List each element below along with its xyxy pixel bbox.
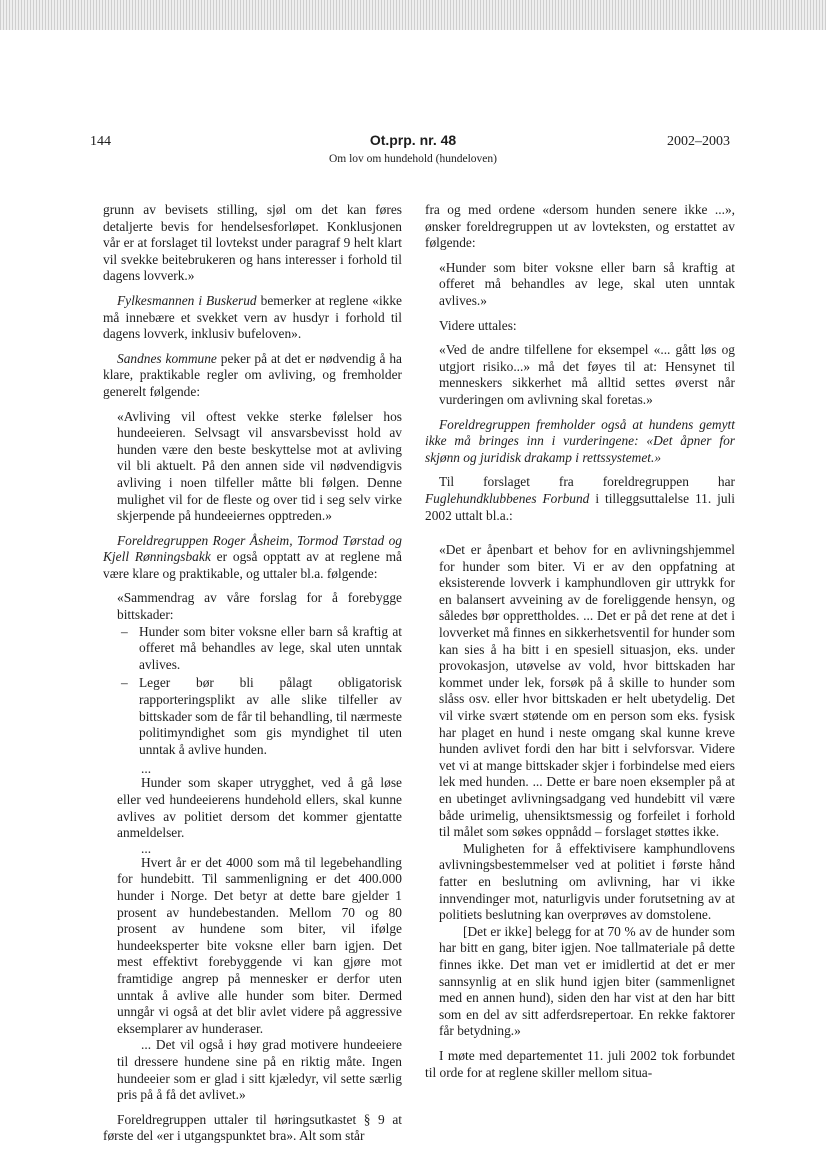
left-para-final: Foreldregruppen uttaler til høringsutkastet § 9 at første del «er i utgangspunktet bra». Alt som står — [103, 1111, 402, 1144]
quote-other-cases: «Ved de andre tilfellene for eksempel «... gått løs og utgjort risiko...» må det føyes til at: Hensynet til menneskers sikkerhet må alltid settes øverst når vurderingen om avlivning skal foretas.» — [439, 342, 735, 407]
list-item: – Leger bør bli pålagt obligatorisk rapporteringsplikt av alle slike tilfeller av bittskader som de får til behandling, til nærmeste politimyndighet som gis myndighet til uten unntak å avlive hunden. — [117, 675, 402, 758]
scan-artifact-band — [0, 0, 826, 30]
ellipsis: ... — [141, 840, 152, 856]
para-text: i tilleggsuttalelse 11. juli 2002 uttalt bl.a.: — [425, 490, 735, 523]
para-text: peker på at det er nødvendig å ha klare, praktikable regler om avliving, og fremholder generelt følgende: — [103, 350, 402, 399]
left-para-continued: grunn av bevisets stilling, sjøl om det kan føres detaljerte bevis for hendelsesforløpet. Konklusjonen vår er at forslaget til lovtekst under paragraf 9 helt klart vil svekke beitebrukeren og hans interesser i forhold til dagens lovverk.» — [103, 202, 402, 284]
italic-paragraph: Foreldregruppen fremholder også at hundens gemytt ikke må bringes inn i vurderingene: «Det åpner for skjønn og juridisk drakamp i rettssystemet.» — [425, 416, 735, 465]
quote-paragraph: «Det er åpenbart et behov for en avlivningshjemmel for hunder som biter. Vi er av den oppfatning at eksisterende lovverk i kamphundloven gir uttrykk for en balansert avveining av de foreliggende hensyn, og således bør opprettholdes. ... Det er på det rene at det i lovverket må finnes en sikkerhetsventil for hunder som kan sies å ha bitt i en spesiell situasjon, eks. under provokasjon, utøvelse av vold, hvor bittskaden har kommet under lek, forsøk på å skille to hunder som slåss osv. eller hvor bittskaden er helt ubetydelig. Det vil virke svært støtende om en person som eks. fysisk har plaget en hund i neste omgang skal kunne kreve hunden avlivet fordi den har bitt i selvforsvar. Videre vet vi at mange bittskader skjer i forbindelse med eiers lek med hunden. ... Dette er bare noen eksempler på at en ubetinget avlivningsadgang ved hundebitt vil være både urimelig, uhensiktsmessig og forfeilet i forhold til målet som søkes oppnådd – forslaget støttes ikke. — [439, 542, 735, 840]
videre-uttales: Videre uttales: — [439, 317, 517, 333]
quote-paragraph: ... Det vil også i høy grad motivere hundeeiere til dressere hundene sine på en riktig måte. Ingen hundeeier som er glad i sitt kjæledyr, vil sette særlig pris på å få det avlivet.» — [117, 1037, 402, 1103]
org-name: Fylkesmannen i Buskerud — [117, 292, 257, 308]
page-number: 144 — [90, 134, 111, 149]
para-text: er også opptatt av at reglene må være klare og praktikable, og uttaler bl.a. følgende: — [103, 549, 402, 581]
list-item: – Hunder som biter voksne eller barn så kraftig at offeret må behandles av lege, skal uten unntak avlives. — [117, 624, 402, 674]
left-para-fylkesmannen — [103, 293, 402, 343]
left-para-sandnes — [103, 351, 402, 401]
org-name: Fuglehundklubbenes Forbund — [425, 490, 590, 506]
document-title: Ot.prp. nr. 48 — [369, 132, 457, 148]
quote-paragraph: [Det er ikke] belegg for at 70 % av de hunder som har bitt en gang, biter igjen. Noe tallmateriale på dette finnes ikke. Det man vet er imidlertid at det er mer sannsynlig at en slik hund igjen biter (sammenlignet med en annen hund), siden den har vist at den har bitt som en del av sitt adferdsrepertoar. En rekke faktorer får betydning.» — [439, 923, 735, 1039]
ellipsis: ... — [141, 761, 152, 777]
quote-paragraph: Muligheten for å effektivisere kamphundlovens avlivningsbestemmelser ved at politiet i første hånd fatter en beslutning om avlivning, har vi ikke innvendinger mot, naturligvis under forutsetning av at politiets beslutning kan overprøves av domstolene. — [439, 840, 735, 923]
right-para-fuglehund — [425, 474, 735, 524]
quote-replacement: «Hunder som biter voksne eller barn så kraftig at offeret må behandles av lege, skal uten unntak avlives.» — [439, 259, 735, 308]
left-column — [103, 202, 402, 1153]
para-text: bemerker at reglene «ikke må innebære et svekket vern av husdyr i forhold til dagens lovverk, inklusiv bufeloven». — [103, 292, 403, 342]
left-para-foreldregruppen — [103, 533, 402, 583]
document-year: 2002–2003 — [667, 134, 730, 149]
right-para-final: I møte med departementet 11. juli 2002 tok forbundet til orde for at reglene skiller mellom situa- — [425, 1047, 735, 1080]
right-column — [425, 202, 735, 1089]
para-text: Til forslaget fra foreldregruppen har — [439, 474, 735, 490]
quote-paragraph: Hvert år er det 4000 som må til legebehandling for hundebitt. Til sammenligning er det 400.000 hunder i Norge. Det betyr at dette bare gjelder 1 prosent av hundebestanden. Mellom 70 og 80 prosent av hundene som biter, vil ifølge hundeeksperter bite voksne eller barn igjen. Det mest effektivt forebyggende vi kan gjøre mot framtidige angrep på mennesker er derfor uten unntak å avlive alle hunder som biter. Dermed unngår vi også at det blir avlet videre på aggressive eksemplarer av hunderaser. — [117, 854, 402, 1036]
dash-list — [117, 624, 402, 759]
org-name: Sandnes kommune — [117, 350, 217, 366]
document-subtitle: Om lov om hundehold (hundeloven) — [328, 153, 497, 165]
quote-summary-intro: «Sammendrag av våre forslag for å forebygge bittskader: — [117, 590, 402, 623]
right-para-continued: fra og med ordene «dersom hunden senere ikke ...», ønsker foreldregruppen ut av lovteksten, og erstattet av følgende: — [425, 202, 735, 251]
org-name: Foreldregruppen Roger Åsheim, Tormod Tørstad og Kjell Rønningsbakk — [103, 532, 402, 565]
quote-paragraph: Hunder som skaper utrygghet, ved å gå løse eller ved hundeeierens hundehold ellers, skal kunne avlives av politiet dersom det kommer gjentatte anmeldelser. — [117, 775, 402, 841]
quote-sandnes: «Avliving vil oftest vekke sterke følelser hos hundeeieren. Selvsagt vil ansvarsbevisst hold av hunden være den beste beskyttelse mot at avliving vil bli aktuelt. På den annen side vil nødvendigvis avliving i noen tilfeller måtte bli følgen. Denne mulighet vil for de fleste og over tid i seg selv virke skjerpende på hundeeiernes opptreden.» — [117, 408, 402, 524]
